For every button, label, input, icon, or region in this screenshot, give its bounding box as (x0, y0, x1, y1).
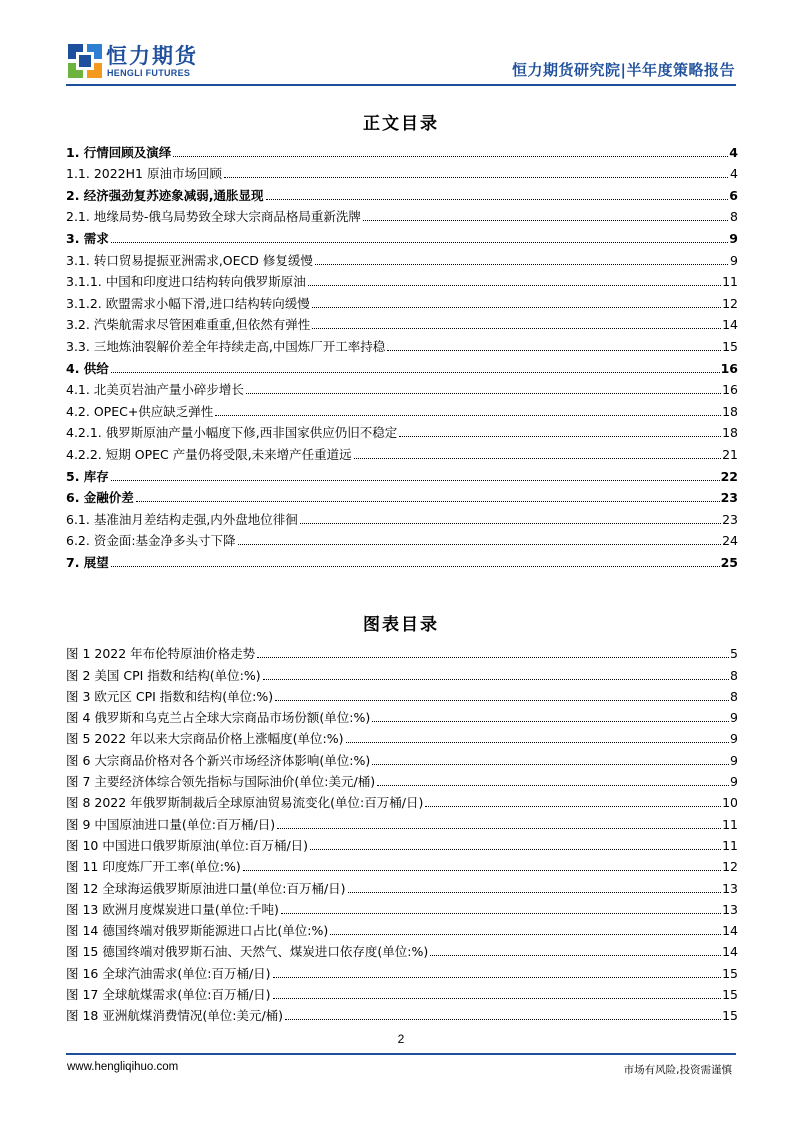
toc-entry-page: 23 (722, 511, 738, 527)
toc-entry-label: 3.2. 汽柴航需求尽管困难重重,但依然有弹性 (66, 317, 311, 333)
toc-entry-label: 6. 金融价差 (66, 490, 134, 506)
figure-entry-label: 图 18 亚洲航煤消费情况(单位:美元/桶) (66, 1008, 284, 1024)
company-logo (68, 44, 218, 80)
toc-entry-page: 12 (722, 295, 738, 311)
figure-entry-label: 图 2 美国 CPI 指数和结构(单位:%) (66, 667, 261, 683)
figure-entry[interactable] (66, 917, 738, 938)
figure-entry-label: 图 10 中国进口俄罗斯原油(单位:百万桶/日) (66, 837, 309, 853)
figure-leader-dots (348, 892, 722, 893)
figure-leader-dots (273, 998, 722, 999)
figure-entry[interactable] (66, 874, 738, 895)
toc-leader-dots (238, 544, 722, 545)
toc-entry-label: 4.2. OPEC+供应缺乏弹性 (66, 403, 214, 419)
toc-entry[interactable] (66, 419, 738, 441)
toc-entry-label: 1. 行情回顾及演绎 (66, 144, 172, 160)
figure-leader-dots (277, 828, 721, 829)
toc-entry-label: 6.1. 基准油月差结构走强,内外盘地位徘徊 (66, 511, 298, 527)
toc-leader-dots (136, 501, 720, 502)
footer-divider (66, 1053, 736, 1055)
toc-entry-label: 1.1. 2022H1 原油市场回顾 (66, 166, 222, 182)
toc-leader-dots (399, 436, 721, 437)
toc-entry-label: 3.1.1. 中国和印度进口结构转向俄罗斯原油 (66, 274, 306, 290)
toc-entry[interactable] (66, 548, 738, 570)
figure-leader-dots (330, 934, 721, 935)
toc-entry-page: 22 (720, 468, 738, 484)
figure-leader-dots (310, 849, 721, 850)
toc-leader-dots (111, 242, 728, 243)
figure-entry-label: 图 14 德国终端对俄罗斯能源进口占比(单位:%) (66, 923, 329, 939)
figure-entry-page: 11 (722, 837, 738, 853)
figure-entry[interactable] (66, 640, 738, 661)
report-type-title: 恒力期货研究院|半年度策略报告 (512, 61, 735, 79)
toc-entry-label: 7. 展望 (66, 554, 109, 570)
figure-leader-dots (263, 679, 729, 680)
toc-leader-dots (173, 156, 728, 157)
toc-entry-page: 4 (730, 166, 738, 182)
figure-entry-label: 图 1 2022 年布伦特原油价格走势 (66, 646, 256, 662)
page-header (0, 0, 802, 92)
figure-entry-label: 图 12 全球海运俄罗斯原油进口量(单位:百万桶/日) (66, 880, 346, 896)
toc-title: 正文目录 (363, 114, 439, 134)
figure-leader-dots (425, 806, 721, 807)
figure-leader-dots (346, 742, 730, 743)
toc-leader-dots (266, 199, 728, 200)
toc-entry[interactable] (66, 354, 738, 376)
figure-entry[interactable] (66, 896, 738, 917)
toc-entry[interactable] (66, 332, 738, 354)
figure-entry-page: 15 (722, 1008, 738, 1024)
figure-entry-label: 图 16 全球汽油需求(单位:百万桶/日) (66, 965, 271, 981)
figure-list (66, 640, 738, 1023)
figure-entry[interactable] (66, 768, 738, 789)
toc-entry-page: 6 (729, 187, 738, 203)
toc-entry-page: 21 (722, 446, 738, 462)
figure-entry-page: 10 (722, 795, 738, 811)
figure-entry[interactable] (66, 683, 738, 704)
toc-entry-label: 3.3. 三地炼油裂解价差全年持续走高,中国炼厂开工率持稳 (66, 338, 386, 354)
logo-mark-icon (68, 44, 102, 78)
toc-entry[interactable] (66, 462, 738, 484)
figure-entry[interactable] (66, 832, 738, 853)
toc-entry-page: 18 (722, 425, 738, 441)
figure-entry-label: 图 4 俄罗斯和乌克兰占全球大宗商品市场份额(单位:%) (66, 710, 371, 726)
toc-entry-page: 16 (720, 360, 738, 376)
figure-leader-dots (372, 764, 729, 765)
toc-entry-label: 2. 经济强劲复苏迹象减弱,通胀显现 (66, 187, 264, 203)
toc-entry[interactable] (66, 484, 738, 506)
figure-entry[interactable] (66, 810, 738, 831)
toc-entry[interactable] (66, 160, 738, 182)
figure-leader-dots (275, 700, 729, 701)
toc-entry-page: 16 (722, 382, 738, 398)
toc-leader-dots (111, 372, 720, 373)
toc-entry-label: 2.1. 地缘局势-俄乌局势致全球大宗商品格局重新洗牌 (66, 209, 361, 225)
figure-entry-page: 9 (730, 710, 738, 726)
toc-entry-label: 4.2.1. 俄罗斯原油产量小幅度下修,西非国家供应仍旧不稳定 (66, 425, 398, 441)
toc-entry[interactable] (66, 203, 738, 225)
toc-entry-page: 9 (730, 252, 738, 268)
figure-entry-label: 图 9 中国原油进口量(单位:百万桶/日) (66, 816, 276, 832)
toc-leader-dots (387, 350, 721, 351)
toc-entry[interactable] (66, 527, 738, 549)
toc-entry-label: 6.2. 资金面:基金净多头寸下降 (66, 533, 236, 549)
toc-entry-label: 3.1. 转口贸易提振亚洲需求,OECD 修复缓慢 (66, 252, 313, 268)
figure-entry-page: 9 (730, 774, 738, 790)
toc-entry-page: 23 (720, 490, 738, 506)
figure-entry[interactable] (66, 661, 738, 682)
figure-list-title: 图表目录 (363, 615, 439, 635)
toc-entry[interactable] (66, 397, 738, 419)
figure-entry-label: 图 7 主要经济体综合领先指标与国际油价(单位:美元/桶) (66, 774, 376, 790)
page-number: 2 (397, 1032, 405, 1046)
figure-entry-page: 14 (722, 944, 738, 960)
toc-entry[interactable] (66, 268, 738, 290)
header-divider (66, 84, 736, 86)
toc-leader-dots (111, 480, 720, 481)
toc-entry-label: 4.1. 北美页岩油产量小碎步增长 (66, 382, 244, 398)
toc-entry-page: 18 (722, 403, 738, 419)
website-link[interactable]: www.hengliqihuo.com (67, 1061, 179, 1073)
toc-entry-page: 8 (730, 209, 738, 225)
toc-entry[interactable] (66, 289, 738, 311)
logo-english-name: HENGLI FUTURES (107, 68, 191, 78)
toc-entry-label: 4. 供给 (66, 360, 109, 376)
toc-entry-page: 25 (720, 554, 738, 570)
figure-entry-page: 13 (722, 880, 738, 896)
toc-list (66, 138, 738, 570)
figure-entry-label: 图 11 印度炼厂开工率(单位:%) (66, 859, 241, 875)
toc-entry[interactable] (66, 224, 738, 246)
figure-leader-dots (430, 955, 721, 956)
toc-entry-page: 15 (722, 338, 738, 354)
figure-entry-page: 8 (730, 688, 738, 704)
figure-entry-page: 11 (722, 816, 738, 832)
toc-leader-dots (312, 328, 721, 329)
figure-entry[interactable] (66, 704, 738, 725)
risk-disclaimer: 市场有风险,投资需谨慎 (623, 1064, 732, 1076)
toc-entry-label: 4.2.2. 短期 OPEC 产量仍将受限,未来增产任重道远 (66, 446, 352, 462)
figure-entry-label: 图 5 2022 年以来大宗商品价格上涨幅度(单位:%) (66, 731, 344, 747)
toc-leader-dots (224, 177, 728, 178)
figure-entry-page: 9 (730, 752, 738, 768)
toc-entry[interactable] (66, 440, 738, 462)
figure-entry-page: 15 (722, 965, 738, 981)
figure-leader-dots (243, 870, 721, 871)
figure-leader-dots (372, 721, 729, 722)
figure-entry-label: 图 3 欧元区 CPI 指数和结构(单位:%) (66, 688, 274, 704)
toc-entry[interactable] (66, 311, 738, 333)
toc-leader-dots (111, 566, 720, 567)
toc-leader-dots (215, 415, 721, 416)
figure-entry-page: 5 (730, 646, 738, 662)
figure-leader-dots (281, 913, 721, 914)
figure-entry-label: 图 13 欧洲月度煤炭进口量(单位:千吨) (66, 901, 279, 917)
figure-leader-dots (273, 977, 722, 978)
toc-entry[interactable] (66, 505, 738, 527)
figure-entry-page: 8 (730, 667, 738, 683)
figure-entry-page: 15 (722, 987, 738, 1003)
figure-entry-label: 图 17 全球航煤需求(单位:百万桶/日) (66, 987, 271, 1003)
toc-entry-page: 9 (729, 230, 738, 246)
toc-entry-label: 5. 库存 (66, 468, 109, 484)
toc-entry-page: 14 (722, 317, 738, 333)
toc-leader-dots (315, 264, 728, 265)
figure-entry-page: 14 (722, 923, 738, 939)
figure-entry[interactable] (66, 853, 738, 874)
figure-entry-label: 图 8 2022 年俄罗斯制裁后全球原油贸易流变化(单位:百万桶/日) (66, 795, 424, 811)
toc-entry[interactable] (66, 138, 738, 160)
toc-leader-dots (308, 285, 721, 286)
figure-entry-page: 9 (730, 731, 738, 747)
toc-leader-dots (354, 458, 721, 459)
toc-entry-page: 4 (729, 144, 738, 160)
figure-entry[interactable] (66, 1002, 738, 1023)
figure-entry[interactable] (66, 725, 738, 746)
figure-entry[interactable] (66, 746, 738, 767)
figure-entry[interactable] (66, 981, 738, 1002)
figure-entry[interactable] (66, 789, 738, 810)
figure-leader-dots (377, 785, 729, 786)
toc-leader-dots (363, 220, 728, 221)
toc-entry-label: 3.1.2. 欧盟需求小幅下滑,进口结构转向缓慢 (66, 295, 310, 311)
logo-chinese-name: 恒力期货 (106, 44, 198, 68)
figure-entry-page: 13 (722, 901, 738, 917)
toc-entry-page: 11 (722, 274, 738, 290)
figure-entry-label: 图 15 德国终端对俄罗斯石油、天然气、煤炭进口依存度(单位:%) (66, 944, 429, 960)
figure-entry-label: 图 6 大宗商品价格对各个新兴市场经济体影响(单位:%) (66, 752, 371, 768)
toc-entry-page: 24 (722, 533, 738, 549)
toc-leader-dots (300, 523, 721, 524)
figure-leader-dots (285, 1019, 721, 1020)
toc-entry[interactable] (66, 376, 738, 398)
toc-entry[interactable] (66, 246, 738, 268)
figure-leader-dots (257, 657, 729, 658)
toc-entry-label: 3. 需求 (66, 230, 109, 246)
toc-entry[interactable] (66, 181, 738, 203)
figure-entry[interactable] (66, 959, 738, 980)
toc-leader-dots (312, 307, 721, 308)
figure-entry-page: 12 (722, 859, 738, 875)
figure-entry[interactable] (66, 938, 738, 959)
toc-leader-dots (246, 393, 721, 394)
